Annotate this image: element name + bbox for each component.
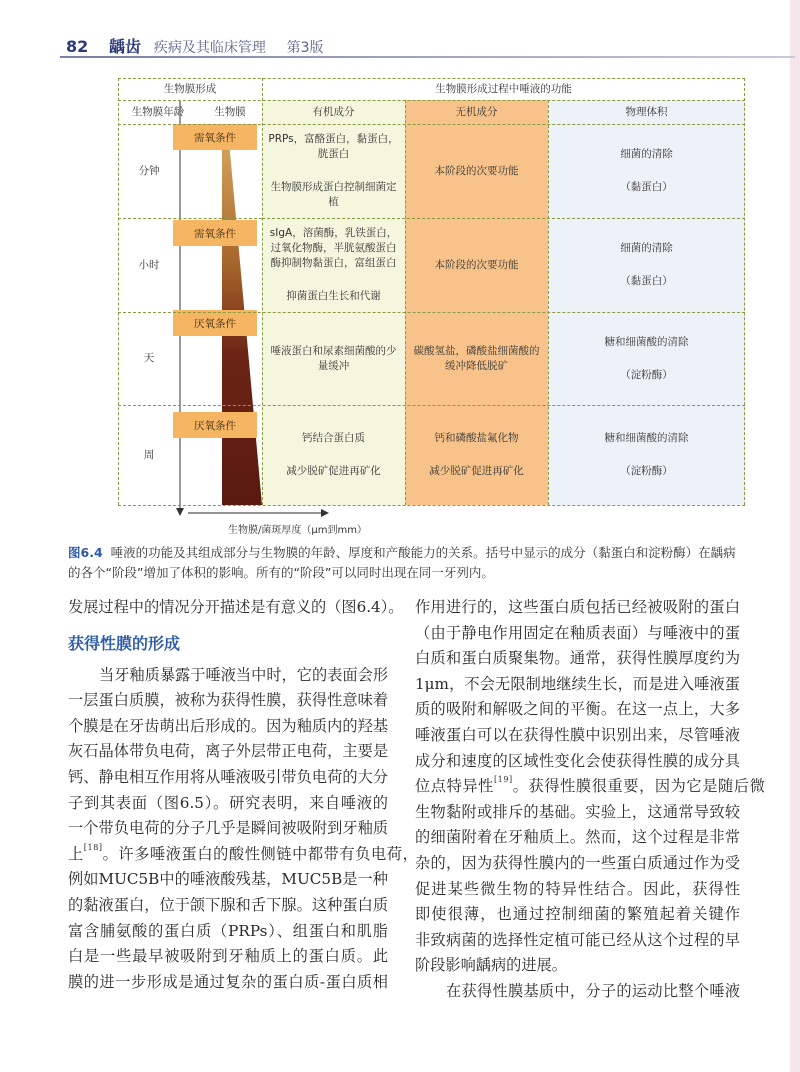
- text-line: 阶段影响龋病的进展。: [415, 956, 567, 975]
- text-line: 唾液蛋白可以在获得性膜中识别出来，尽管唾液: [415, 725, 740, 744]
- text-line: 即使很薄，也通过控制细菌的繁殖起着关键作: [415, 905, 740, 924]
- text-segment: 上: [68, 844, 84, 863]
- col-header-biofilm: 生物膜: [214, 105, 246, 118]
- inorganic-cell: [405, 312, 548, 405]
- text-line: 例如MUC5B中的唾液酸残基，MUC5B是一种: [68, 870, 388, 889]
- condition-label: 厌氧条件: [173, 412, 257, 438]
- text-line: 杂的，因为获得性膜内的一些蛋白质通过作为受: [415, 853, 740, 872]
- organic-cell: [262, 124, 405, 218]
- text-line: 一层蛋白质膜，被称为获得性膜，获得性意味着: [68, 691, 388, 710]
- physical-text: 糖和细菌酸的清除: [604, 335, 689, 348]
- grid-line: [548, 100, 549, 505]
- x-axis-label: 生物膜/菌斑厚度（μm到mm）: [228, 525, 367, 536]
- page-edge: [790, 0, 800, 1072]
- text-line: 1μm，不会无限制地继续生长，而是进入唾液蛋: [415, 674, 740, 693]
- y-axis-arrow: [176, 508, 184, 516]
- inorganic-cell: [405, 218, 548, 312]
- row-age-label: 分钟: [138, 164, 160, 177]
- running-header: [66, 34, 324, 57]
- text-line: 的细菌附着在牙釉质上。然而，这个过程是非常: [415, 828, 740, 847]
- col-header-age: 生物膜年龄: [131, 105, 185, 118]
- physical-cell: [548, 405, 745, 505]
- col-header-physical: 物理体积: [625, 105, 668, 118]
- text-segment: 。获得性膜很重要，因为它是随后微: [512, 777, 766, 796]
- text-line: 质的吸附和解吸之间的平衡。在这一点上，大多: [415, 700, 740, 719]
- inorganic-cell: [405, 405, 548, 505]
- left-column: [68, 595, 419, 995]
- text-line: 作用进行的，这些蛋白质包括已经被吸附的蛋白: [415, 598, 740, 616]
- text-line: [68, 842, 419, 868]
- organic-text: PRPs，富酪蛋白，黏蛋白，胱蛋白: [268, 133, 399, 160]
- grid-line: [118, 312, 745, 313]
- citation: [19]: [493, 775, 513, 785]
- inorganic-text: 本阶段的次要功能: [434, 258, 519, 271]
- organic-text: 减少脱矿促进再矿化: [286, 465, 381, 477]
- x-axis-arrow: [321, 509, 329, 517]
- text-line: 子到其表面（图6.5）。研究表明，来自唾液的: [68, 793, 388, 812]
- grid-line: [405, 100, 406, 505]
- text-line: 富含脯氨酸的蛋白质（PRPs）、组蛋白和肌脂: [68, 921, 388, 940]
- text-line: 的黏液蛋白，位于颌下腺和舌下腺。这种蛋白质: [68, 895, 388, 914]
- section-heading: 获得性膜的形成: [68, 633, 181, 653]
- physical-text: 细菌的清除: [620, 148, 673, 160]
- organic-text: 生物膜形成蛋白控制细菌定植: [270, 181, 397, 208]
- grid-line: [118, 124, 745, 125]
- grid-line: [744, 78, 745, 505]
- grid-line: [262, 218, 745, 219]
- organic-cell: [262, 312, 405, 405]
- inorganic-text: 碳酸氢盐，磷酸盐细菌酸的缓冲降低脱矿: [413, 344, 540, 372]
- inorganic-text: 钙和磷酸盐氟化物: [434, 432, 519, 444]
- citation: [18]: [83, 842, 103, 852]
- row-age-label: 小时: [138, 258, 160, 271]
- figure-6-4: [118, 78, 745, 536]
- figure-caption: [68, 543, 748, 583]
- organic-cell: [262, 218, 405, 312]
- text-line: 灰石晶体带负电荷，离子外层带正电荷，主要是: [68, 742, 388, 761]
- physical-text: 细菌的清除: [620, 242, 673, 254]
- col-header-organic: 有机成分: [312, 105, 355, 118]
- text-line: 个膜是在牙齿萌出后形成的。因为釉质内的羟基: [68, 716, 388, 735]
- grid-line: [118, 78, 119, 505]
- text-line: 白是一些最早被吸附到牙釉质上的蛋白质。此: [68, 947, 388, 966]
- inorganic-text: 减少脱矿促进再矿化: [429, 465, 524, 477]
- book-subtitle: 疾病及其临床管理: [153, 40, 266, 56]
- grid-line: [118, 218, 262, 219]
- physical-text: （淀粉酶）: [620, 368, 673, 381]
- row-age-label: 天: [143, 352, 155, 364]
- grid-line: [262, 78, 263, 505]
- organic-cell: [262, 405, 405, 505]
- edition: 第3版: [286, 40, 324, 56]
- text-line: （由于静电作用固定在釉质表面）与唾液中的蛋: [415, 623, 740, 642]
- text-line: 生物黏附或排斥的基础。实验上，这通常导致较: [415, 802, 740, 821]
- text-segment: 位点特异性: [415, 777, 494, 796]
- organic-text: sIgA，溶菌酶，乳铁蛋白，过氧化物酶，半胱氨酸蛋白酶抑制物黏蛋白，富组蛋白: [269, 227, 398, 269]
- condition-label: 需氧条件: [173, 220, 257, 246]
- grid-line: [118, 405, 745, 406]
- col-header-inorganic: 无机成分: [455, 105, 498, 118]
- condition-label: 需氧条件: [173, 124, 257, 150]
- organic-text: 钙结合蛋白质: [302, 432, 365, 444]
- physical-text: （黏蛋白）: [620, 275, 673, 287]
- group-header-saliva: 生物膜形成过程中唾液的功能: [435, 82, 572, 95]
- grid-line: [118, 78, 745, 79]
- grid-line: [118, 505, 745, 506]
- text-line: 白质和蛋白质聚集物。通常，获得性膜厚度约为: [415, 649, 740, 668]
- header-rule: [60, 56, 795, 58]
- physical-text: 糖和细菌酸的清除: [604, 432, 689, 444]
- figure-label: 图6.4: [68, 545, 103, 560]
- text-line: 在获得性膜基质中，分子的运动比整个唾液: [446, 981, 740, 1000]
- text-line: 膜的进一步形成是通过复杂的蛋白质-蛋白质相: [68, 972, 388, 991]
- condition-label: 厌氧条件: [173, 310, 257, 336]
- grid-line: [118, 100, 745, 101]
- inorganic-cell: [405, 124, 548, 218]
- physical-text: （黏蛋白）: [620, 181, 673, 193]
- physical-text: （淀粉酶）: [620, 465, 673, 477]
- physical-cell: [548, 124, 745, 218]
- text-line: 一个带负电荷的分子几乎是瞬间被吸附到牙釉质: [68, 819, 388, 838]
- text-segment: 。许多唾液蛋白的酸性侧链中都带有负电荷，: [102, 844, 419, 863]
- physical-cell: [548, 218, 745, 312]
- book-title: 龋齿: [109, 37, 142, 56]
- text-line: 钙、静电相互作用将从唾液吸引带负电荷的大分: [68, 767, 388, 786]
- intro-line: 发展过程中的情况分开描述是有意义的（图6.4）。: [68, 598, 404, 616]
- text-line: 促进某些微生物的特异性结合。因此，获得性: [415, 879, 740, 898]
- text-line: 非致病菌的选择性定植可能已经从这个过程的早: [415, 930, 740, 949]
- text-line: 当牙釉质暴露于唾液当中时，它的表面会形: [99, 665, 388, 684]
- text-line: [415, 774, 766, 800]
- inorganic-text: 本阶段的次要功能: [434, 164, 519, 177]
- organic-text: 唾液蛋白和尿素细菌酸的少量缓冲: [270, 344, 397, 372]
- caption-text: 唾液的功能及其组成部分与生物膜的年龄、厚度和产酸能力的关系。括号中显示的成分（黏蛋白和淀粉酶）在龋病的各个“阶段”增加了体积的影响。所有的“阶段”可以同时出现在同一牙列内。: [68, 545, 736, 580]
- physical-cell: [548, 312, 745, 405]
- group-header-biofilm: 生物膜形成: [163, 82, 217, 95]
- right-column: [415, 595, 766, 1005]
- row-age-label: 周: [143, 448, 155, 461]
- organic-text: 抑菌蛋白生长和代谢: [286, 290, 381, 302]
- page-number: 82: [66, 37, 89, 56]
- text-line: 成分和速度的区域性变化会使获得性膜的成分具: [415, 751, 740, 770]
